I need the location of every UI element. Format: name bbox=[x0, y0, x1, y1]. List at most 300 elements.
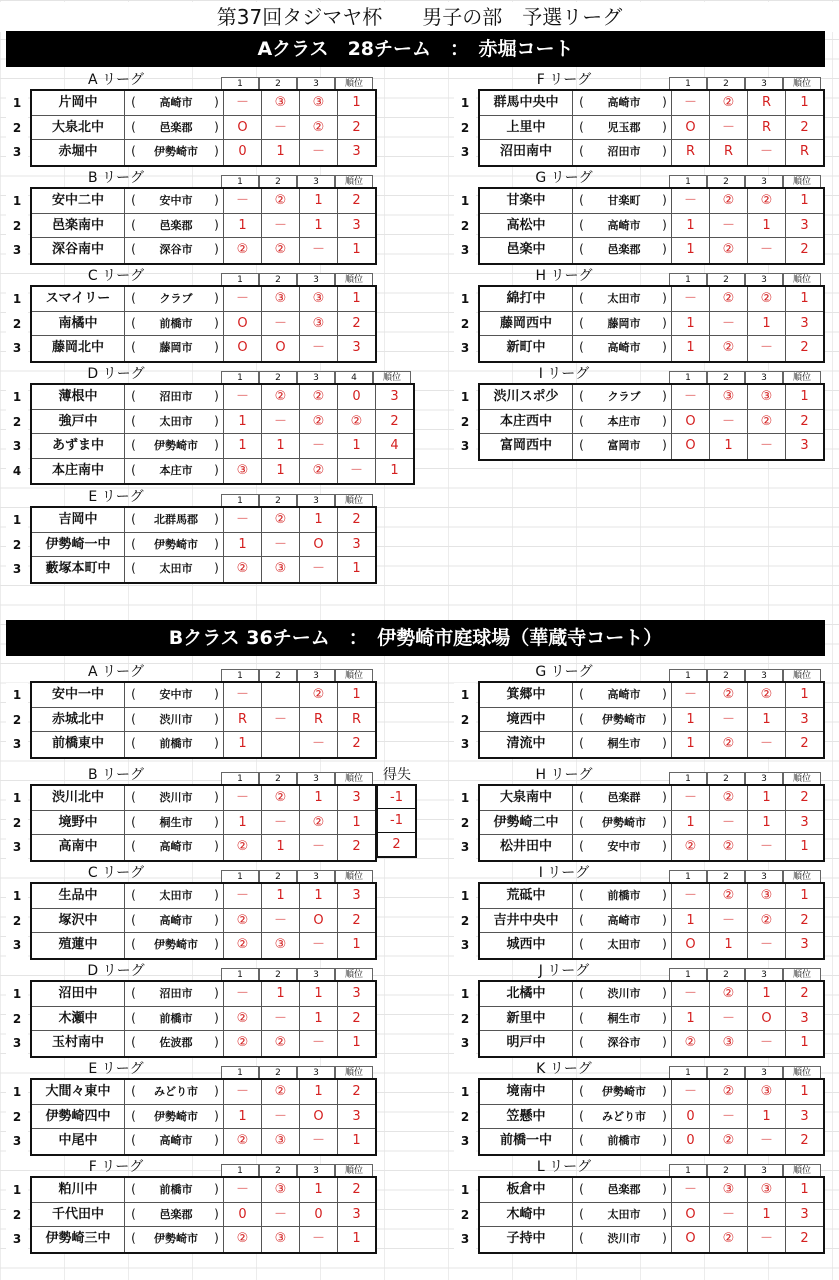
paren-close: ) bbox=[214, 1231, 219, 1245]
rank-cell: 1 bbox=[337, 557, 375, 582]
paren-open: ( bbox=[124, 287, 142, 311]
result-cell: ③ bbox=[261, 1129, 299, 1154]
result-cell: － bbox=[747, 835, 785, 860]
column-header: 1 bbox=[669, 1066, 707, 1078]
team-city: 高崎市 bbox=[607, 96, 641, 109]
league-table bbox=[6, 489, 423, 586]
team-name: 綿打中 bbox=[506, 291, 546, 306]
rank-cell: 2 bbox=[337, 909, 375, 933]
row-number: 1 bbox=[6, 189, 28, 214]
league-table bbox=[6, 664, 423, 761]
rank-cell: 3 bbox=[337, 140, 375, 165]
table-row bbox=[32, 557, 375, 582]
table-row bbox=[480, 884, 823, 909]
paren-close: ) bbox=[662, 193, 667, 207]
paren-close: ) bbox=[214, 1182, 219, 1196]
team-city: 邑楽群 bbox=[607, 791, 641, 804]
result-cell: ② bbox=[223, 835, 261, 860]
league-grid bbox=[478, 882, 825, 960]
table-row bbox=[480, 336, 823, 361]
league-name: H リーグ bbox=[535, 767, 593, 783]
table-row bbox=[480, 786, 823, 811]
paren-close: ) bbox=[662, 736, 667, 750]
rank-cell: 2 bbox=[785, 732, 823, 757]
result-cell: 1 bbox=[747, 214, 785, 238]
paren-close: ) bbox=[214, 937, 219, 951]
paren-open: ( bbox=[124, 238, 142, 263]
league-grid bbox=[30, 1078, 377, 1156]
result-cell: O bbox=[261, 336, 299, 361]
paren-open: ( bbox=[572, 1080, 590, 1104]
result-cell: ② bbox=[709, 835, 747, 860]
table-row bbox=[32, 909, 375, 934]
table-row bbox=[32, 312, 375, 337]
paren-close: ) bbox=[214, 1084, 219, 1098]
league-table bbox=[454, 366, 839, 463]
paren-open: ( bbox=[124, 786, 142, 810]
table-row bbox=[480, 1031, 823, 1056]
rank-cell: 1 bbox=[337, 287, 375, 311]
rank-cell: 2 bbox=[337, 508, 375, 532]
result-cell: ② bbox=[709, 238, 747, 263]
column-header: 3 bbox=[745, 772, 783, 784]
result-cell: ② bbox=[671, 835, 709, 860]
rank-cell: 3 bbox=[337, 214, 375, 238]
column-header: 1 bbox=[669, 273, 707, 285]
team-city: 沼田市 bbox=[159, 390, 193, 403]
column-header: 1 bbox=[669, 870, 707, 882]
column-header: 1 bbox=[221, 77, 259, 89]
rank-cell: R bbox=[337, 708, 375, 732]
column-header: 順位 bbox=[783, 77, 821, 89]
paren-open: ( bbox=[124, 909, 142, 933]
row-number: 3 bbox=[6, 336, 28, 361]
row-number: 1 bbox=[6, 1080, 28, 1105]
rank-cell: 2 bbox=[337, 835, 375, 860]
result-cell: 1 bbox=[671, 909, 709, 933]
paren-close: ) bbox=[662, 144, 667, 158]
column-header: 1 bbox=[221, 870, 259, 882]
rank-cell: 1 bbox=[785, 189, 823, 213]
rank-cell: 1 bbox=[337, 1031, 375, 1056]
team-city: 伊勢崎市 bbox=[154, 1232, 198, 1245]
result-cell: － bbox=[671, 884, 709, 908]
rank-cell: 2 bbox=[785, 1129, 823, 1154]
result-cell: － bbox=[337, 459, 375, 484]
table-row bbox=[480, 116, 823, 141]
row-number: 1 bbox=[454, 1178, 476, 1203]
league-grid bbox=[478, 980, 825, 1058]
rank-cell: 1 bbox=[337, 1129, 375, 1154]
result-cell: － bbox=[747, 336, 785, 361]
column-header: 3 bbox=[297, 1066, 335, 1078]
result-cell: R bbox=[299, 708, 337, 732]
result-cell: 1 bbox=[671, 708, 709, 732]
result-cell: R bbox=[671, 140, 709, 165]
result-cell: ② bbox=[709, 884, 747, 908]
rank-cell: R bbox=[785, 140, 823, 165]
league-name: E リーグ bbox=[88, 489, 144, 505]
team-city: 邑楽郡 bbox=[159, 1207, 193, 1221]
row-number: 2 bbox=[6, 533, 28, 558]
paren-close: ) bbox=[214, 561, 219, 575]
paren-close: ) bbox=[214, 536, 219, 551]
league-name: J リーグ bbox=[538, 963, 590, 979]
team-name: 南橘中 bbox=[58, 315, 98, 331]
rank-cell: 3 bbox=[375, 385, 413, 409]
result-cell: ② bbox=[709, 683, 747, 707]
paren-open: ( bbox=[124, 933, 142, 958]
paren-open: ( bbox=[124, 459, 142, 484]
result-cell: 1 bbox=[299, 786, 337, 810]
result-cell: － bbox=[671, 385, 709, 409]
row-number: 2 bbox=[454, 1105, 476, 1130]
team-name: 新町中 bbox=[506, 340, 546, 355]
league-grid bbox=[30, 784, 377, 862]
column-header: 2 bbox=[707, 968, 745, 980]
team-city: 桐生市 bbox=[607, 737, 641, 750]
team-city: 太田市 bbox=[159, 562, 193, 575]
row-number: 2 bbox=[6, 811, 28, 836]
column-header: 2 bbox=[707, 870, 745, 882]
paren-open: ( bbox=[572, 238, 590, 263]
rank-cell: 3 bbox=[337, 1203, 375, 1227]
result-cell: － bbox=[747, 140, 785, 165]
column-header: 1 bbox=[669, 772, 707, 784]
table-row bbox=[480, 214, 823, 239]
team-name: 荒砥中 bbox=[506, 888, 546, 903]
table-row bbox=[32, 708, 375, 733]
paren-open: ( bbox=[124, 1227, 142, 1252]
paren-open: ( bbox=[572, 116, 590, 140]
paren-close: ) bbox=[662, 1133, 667, 1147]
team-name: 伊勢崎四中 bbox=[45, 1108, 111, 1124]
paren-close: ) bbox=[214, 711, 219, 726]
result-cell: － bbox=[709, 811, 747, 835]
column-header: 1 bbox=[221, 1164, 259, 1176]
goal-diff-cell: -1 bbox=[377, 809, 417, 834]
result-cell: 1 bbox=[223, 434, 261, 458]
table-row bbox=[32, 140, 375, 165]
column-header: 3 bbox=[297, 175, 335, 187]
table-row bbox=[480, 708, 823, 733]
result-cell: － bbox=[299, 557, 337, 582]
paren-open: ( bbox=[572, 1007, 590, 1031]
row-number: 1 bbox=[454, 786, 476, 811]
team-city: 伊勢崎市 bbox=[154, 938, 198, 951]
result-cell: ② bbox=[299, 385, 337, 409]
result-cell: 1 bbox=[671, 811, 709, 835]
row-number: 3 bbox=[6, 434, 28, 459]
row-number: 2 bbox=[6, 312, 28, 337]
paren-close: ) bbox=[662, 711, 667, 726]
column-header: 2 bbox=[707, 1066, 745, 1078]
row-number: 1 bbox=[6, 1178, 28, 1203]
column-header: 1 bbox=[221, 669, 259, 681]
paren-close: ) bbox=[214, 912, 219, 927]
paren-close: ) bbox=[214, 790, 219, 804]
team-city: 高崎市 bbox=[607, 688, 641, 701]
rank-cell: 3 bbox=[337, 533, 375, 557]
table-row bbox=[32, 835, 375, 860]
paren-open: ( bbox=[124, 1178, 142, 1202]
column-header: 4 bbox=[335, 371, 373, 383]
team-city: 前橋市 bbox=[159, 1183, 193, 1196]
result-cell: O bbox=[299, 1105, 337, 1129]
league-grid bbox=[478, 1176, 825, 1254]
rank-cell: 1 bbox=[785, 683, 823, 707]
column-header: 2 bbox=[259, 175, 297, 187]
result-cell: ② bbox=[747, 287, 785, 311]
paren-close: ) bbox=[214, 687, 219, 701]
league-table bbox=[454, 963, 839, 1060]
paren-close: ) bbox=[214, 888, 219, 902]
result-cell: 1 bbox=[671, 312, 709, 336]
paren-open: ( bbox=[124, 533, 142, 557]
team-city: 太田市 bbox=[607, 1207, 641, 1221]
rank-cell: 4 bbox=[375, 434, 413, 458]
row-number: 3 bbox=[6, 1227, 28, 1252]
team-city: 高崎市 bbox=[159, 840, 193, 853]
paren-open: ( bbox=[572, 1129, 590, 1154]
table-row bbox=[480, 434, 823, 459]
paren-close: ) bbox=[214, 986, 219, 1000]
result-cell: 1 bbox=[671, 1007, 709, 1031]
league-name: I リーグ bbox=[538, 366, 590, 382]
team-name: 薄根中 bbox=[58, 389, 98, 404]
result-cell: ② bbox=[709, 1129, 747, 1154]
team-city: 深谷市 bbox=[607, 1036, 641, 1049]
row-number: 3 bbox=[454, 238, 476, 263]
row-number: 2 bbox=[6, 1203, 28, 1228]
row-number: 3 bbox=[6, 557, 28, 582]
row-number: 1 bbox=[6, 287, 28, 312]
team-city: 太田市 bbox=[607, 938, 641, 951]
column-header: 3 bbox=[745, 1164, 783, 1176]
result-cell: ② bbox=[223, 557, 261, 582]
team-city: 高崎市 bbox=[159, 1134, 193, 1147]
column-header: 3 bbox=[297, 371, 335, 383]
result-cell: 1 bbox=[747, 811, 785, 835]
paren-close: ) bbox=[214, 193, 219, 207]
row-number: 3 bbox=[6, 835, 28, 860]
row-number: 2 bbox=[454, 410, 476, 435]
result-cell: 1 bbox=[671, 214, 709, 238]
table-row bbox=[32, 1080, 375, 1105]
team-name: 城西中 bbox=[506, 937, 546, 952]
column-header: 1 bbox=[669, 175, 707, 187]
result-cell: ③ bbox=[299, 287, 337, 311]
team-city: 甘楽町 bbox=[607, 194, 641, 207]
result-cell: ③ bbox=[299, 91, 337, 115]
paren-close: ) bbox=[662, 790, 667, 804]
table-row bbox=[480, 312, 823, 337]
table-row bbox=[32, 508, 375, 533]
rank-cell: 2 bbox=[375, 410, 413, 434]
league-grid bbox=[30, 383, 415, 485]
result-cell: ② bbox=[299, 683, 337, 707]
league-name: C リーグ bbox=[87, 268, 145, 284]
league-name: B リーグ bbox=[87, 767, 145, 783]
result-cell: － bbox=[299, 1129, 337, 1154]
result-cell: － bbox=[747, 434, 785, 459]
league-table bbox=[6, 1061, 423, 1158]
column-header: 2 bbox=[259, 494, 297, 506]
rank-cell: 2 bbox=[337, 312, 375, 336]
column-header: 1 bbox=[221, 371, 259, 383]
team-city: 高崎市 bbox=[607, 341, 641, 354]
column-header: 2 bbox=[259, 371, 297, 383]
league-table bbox=[454, 1159, 839, 1256]
team-name: 強戸中 bbox=[58, 413, 98, 429]
goal-diff-cell: -1 bbox=[377, 784, 417, 809]
paren-close: ) bbox=[214, 144, 219, 158]
table-row bbox=[480, 287, 823, 312]
team-city: 伊勢崎市 bbox=[154, 1109, 198, 1123]
row-number: 2 bbox=[6, 214, 28, 239]
paren-open: ( bbox=[572, 1031, 590, 1056]
table-row bbox=[480, 91, 823, 116]
column-header: 2 bbox=[259, 669, 297, 681]
row-number: 4 bbox=[6, 459, 28, 484]
result-cell: － bbox=[223, 91, 261, 115]
rank-cell: 2 bbox=[785, 786, 823, 810]
team-name: 藤岡北中 bbox=[51, 340, 104, 355]
league-grid bbox=[478, 681, 825, 759]
result-cell: 1 bbox=[261, 140, 299, 165]
paren-open: ( bbox=[124, 189, 142, 213]
result-cell: 0 bbox=[671, 1129, 709, 1154]
result-cell: － bbox=[671, 189, 709, 213]
result-cell: ③ bbox=[261, 1178, 299, 1202]
column-header: 順位 bbox=[783, 968, 821, 980]
result-cell: ② bbox=[709, 189, 747, 213]
paren-close: ) bbox=[662, 937, 667, 951]
column-header: 順位 bbox=[783, 669, 821, 681]
paren-open: ( bbox=[572, 835, 590, 860]
column-header: 3 bbox=[297, 1164, 335, 1176]
table-row bbox=[32, 786, 375, 811]
league-name: D リーグ bbox=[87, 366, 145, 382]
paren-close: ) bbox=[662, 1084, 667, 1098]
paren-open: ( bbox=[124, 835, 142, 860]
result-cell: 1 bbox=[747, 1105, 785, 1129]
paren-close: ) bbox=[662, 217, 667, 232]
paren-open: ( bbox=[124, 732, 142, 757]
result-cell: － bbox=[299, 835, 337, 860]
result-cell: ③ bbox=[709, 1031, 747, 1056]
team-city: 沼田市 bbox=[159, 987, 193, 1000]
team-name: 伊勢崎一中 bbox=[45, 536, 111, 552]
league-table bbox=[454, 268, 839, 365]
paren-close: ) bbox=[662, 389, 667, 403]
league-table bbox=[454, 865, 839, 962]
paren-close: ) bbox=[662, 1231, 667, 1245]
result-cell: ② bbox=[747, 410, 785, 434]
league-table bbox=[6, 268, 423, 365]
result-cell: ② bbox=[223, 909, 261, 933]
result-cell: 1 bbox=[299, 1080, 337, 1104]
team-city: 邑楽郡 bbox=[607, 1183, 641, 1196]
paren-open: ( bbox=[124, 1007, 142, 1031]
table-row bbox=[480, 189, 823, 214]
team-city: 高崎市 bbox=[159, 96, 193, 109]
team-name: 大間々東中 bbox=[45, 1084, 111, 1099]
table-row bbox=[480, 385, 823, 410]
paren-open: ( bbox=[124, 214, 142, 238]
team-name: 大泉北中 bbox=[51, 119, 104, 135]
rank-cell: 3 bbox=[785, 933, 823, 958]
result-cell: － bbox=[299, 933, 337, 958]
rank-cell: 2 bbox=[785, 116, 823, 140]
table-row bbox=[32, 214, 375, 239]
row-number: 2 bbox=[454, 909, 476, 934]
team-name: スマイリー bbox=[45, 291, 111, 306]
result-cell: 1 bbox=[671, 238, 709, 263]
league-table bbox=[454, 767, 839, 864]
table-row bbox=[480, 1203, 823, 1228]
team-city: 北群馬郡 bbox=[154, 513, 198, 526]
column-header: 3 bbox=[297, 494, 335, 506]
row-number: 2 bbox=[454, 1007, 476, 1032]
league-grid bbox=[478, 383, 825, 461]
league-grid bbox=[478, 1078, 825, 1156]
row-number: 1 bbox=[6, 91, 28, 116]
result-cell: ② bbox=[223, 1227, 261, 1252]
result-cell: － bbox=[671, 683, 709, 707]
goal-diff-header: 得失 bbox=[383, 767, 411, 783]
result-cell: ② bbox=[709, 336, 747, 361]
team-name: 深谷南中 bbox=[51, 242, 104, 257]
row-number: 3 bbox=[454, 434, 476, 459]
team-city: 渋川市 bbox=[607, 987, 641, 1000]
paren-close: ) bbox=[214, 95, 219, 109]
result-cell: － bbox=[223, 884, 261, 908]
result-cell bbox=[261, 732, 299, 757]
result-cell: ② bbox=[337, 410, 375, 434]
result-cell: － bbox=[261, 708, 299, 732]
column-header: 2 bbox=[707, 772, 745, 784]
result-cell: － bbox=[223, 1178, 261, 1202]
row-number: 1 bbox=[454, 1080, 476, 1105]
result-cell: 0 bbox=[671, 1105, 709, 1129]
result-cell: O bbox=[671, 933, 709, 958]
row-number: 3 bbox=[454, 1129, 476, 1154]
result-cell: 1 bbox=[747, 708, 785, 732]
result-cell: O bbox=[223, 116, 261, 140]
team-name: 新里中 bbox=[506, 1010, 546, 1026]
result-cell: O bbox=[747, 1007, 785, 1031]
league-grid bbox=[478, 285, 825, 363]
team-name: 邑楽中 bbox=[506, 242, 546, 257]
result-cell: 1 bbox=[299, 982, 337, 1006]
column-header: 1 bbox=[669, 371, 707, 383]
result-cell: ② bbox=[709, 1080, 747, 1104]
team-name: 清流中 bbox=[506, 736, 546, 751]
row-number: 3 bbox=[454, 1227, 476, 1252]
paren-open: ( bbox=[124, 1031, 142, 1056]
result-cell: 1 bbox=[747, 982, 785, 1006]
team-name: 吉岡中 bbox=[58, 512, 98, 527]
league-name: D リーグ bbox=[87, 963, 145, 979]
column-header: 2 bbox=[707, 273, 745, 285]
league-name: F リーグ bbox=[88, 1159, 144, 1175]
row-number: 1 bbox=[454, 287, 476, 312]
row-number: 1 bbox=[6, 508, 28, 533]
column-header: 3 bbox=[745, 1066, 783, 1078]
team-city: 児玉郡 bbox=[607, 120, 641, 134]
column-header: 1 bbox=[669, 1164, 707, 1176]
